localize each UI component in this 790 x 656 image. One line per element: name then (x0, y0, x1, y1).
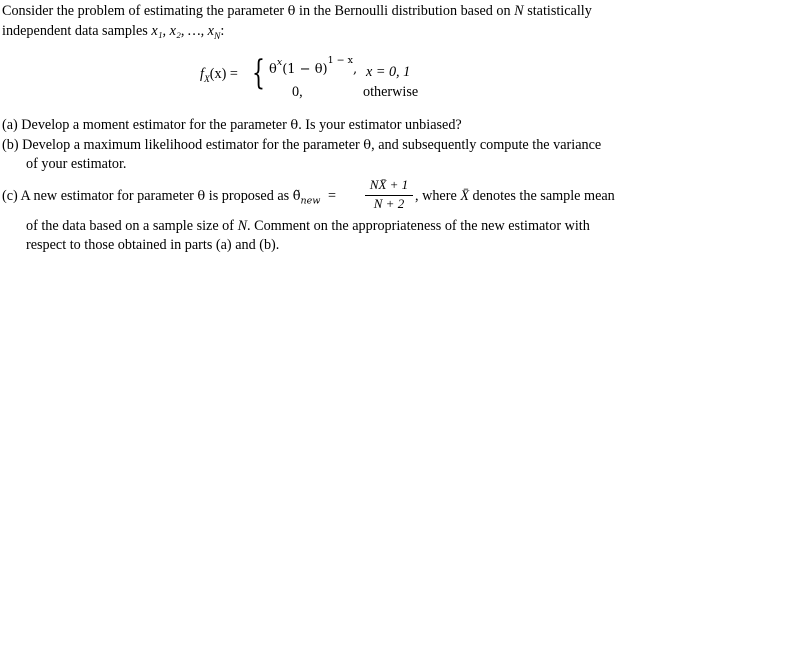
pdf-case-1-expression: $\theta^x(1 - \theta)^{1 - x}$, (269, 54, 358, 77)
samples-expression: x₁, x₂, …, $x_N$ (151, 23, 221, 42)
part-b: (b) Develop a maximum likelihood estimator for the parameter θ, and subsequently compute the variance (2, 137, 602, 153)
intro-text: independent data samples (2, 23, 148, 39)
n-symbol: N (237, 218, 248, 234)
fraction-denominator: N + 2 (373, 196, 405, 211)
part-c-line-3: respect to those obtained in parts (a) and (b). (26, 237, 280, 253)
pdf-case-1-condition: x = 0, 1 (366, 64, 411, 80)
part-a-label: (a) (2, 117, 18, 133)
pdf-lhs: $f_X(x)$ = (200, 66, 238, 85)
xbar-symbol: X̄ (460, 188, 469, 204)
theta-new-symbol: $\thetã_{new}$ (292, 189, 321, 207)
intro-line-2: independent data samples x₁, x₂, …, $x_N$: (2, 23, 225, 42)
part-c-label: (c) (2, 188, 18, 204)
theta-symbol: θ (197, 189, 206, 204)
intro-text: statistically (527, 3, 592, 19)
part-c-tail: , where X̄ denotes the sample mean (415, 188, 615, 204)
fraction-numerator: NX̄ + 1 (369, 177, 409, 192)
theta-symbol: θ (363, 138, 372, 153)
n-symbol: N (514, 3, 524, 19)
part-b-label: (b) (2, 137, 19, 153)
part-c: (c) A new estimator for parameter θ is proposed as $\thetã_{new}$ = (2, 188, 336, 207)
pdf-case-2-expression: 0, (292, 84, 303, 100)
part-b-continued: of your estimator. (26, 156, 127, 172)
intro-text: in the Bernoulli distribution based on (299, 3, 511, 19)
part-a: (a) Develop a moment estimator for the parameter θ. Is your estimator unbiased? (2, 117, 462, 133)
pdf-case-2-condition: otherwise (363, 84, 419, 100)
theta-symbol: θ (287, 4, 296, 19)
intro-text: Consider the problem of estimating the parameter (2, 3, 285, 19)
intro-line-1 (2, 1, 592, 22)
part-c-line-2: of the data based on a sample size of N. Comment on the appropriateness of the new estimator with (26, 218, 590, 234)
theta-symbol: θ (290, 118, 299, 133)
pdf-brace: { (252, 53, 265, 93)
